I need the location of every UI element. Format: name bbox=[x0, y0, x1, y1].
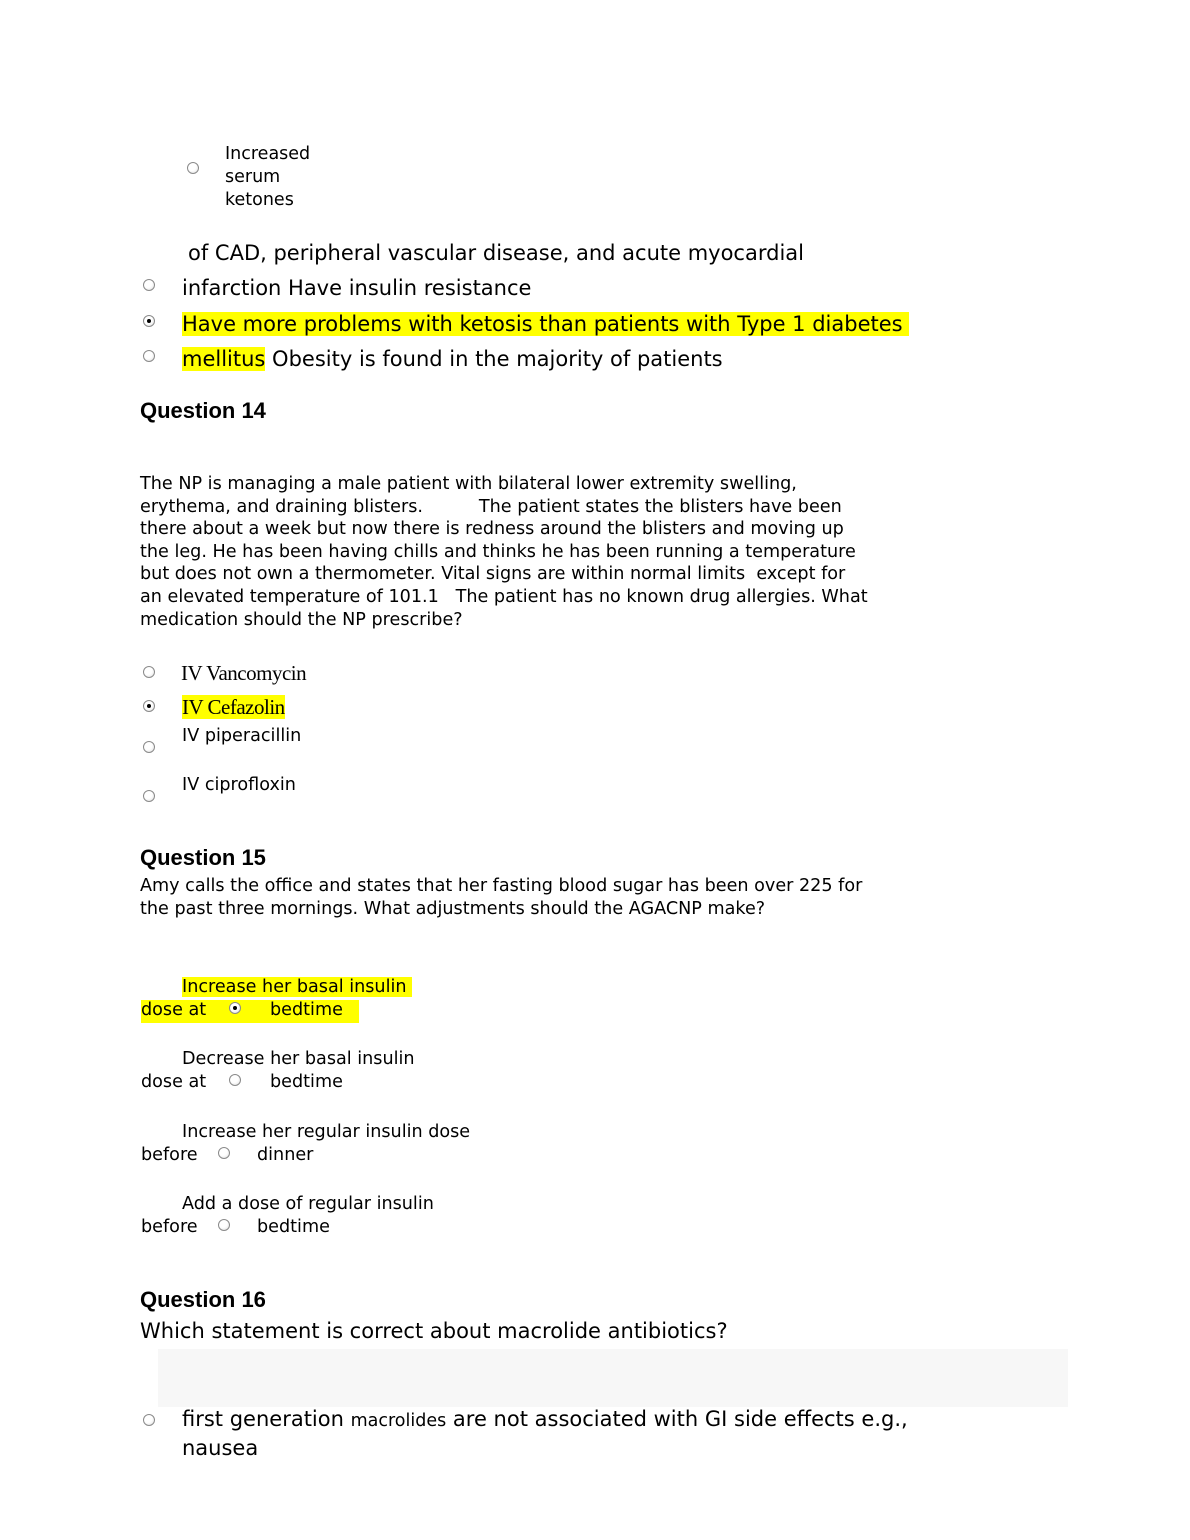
stem-line: the leg. He has been having chills and thinks he has been running a temperature bbox=[140, 541, 856, 562]
stem-line: the past three mornings. What adjustments should the AGACNP make? bbox=[140, 898, 766, 919]
option-label: IV piperacillin bbox=[182, 726, 302, 746]
option-text: nausea bbox=[182, 1436, 259, 1460]
highlighted-answer: IV Cefazolin bbox=[182, 695, 285, 719]
question-heading: Question 15 bbox=[140, 845, 266, 870]
option-label bbox=[182, 695, 285, 720]
stem-line: an elevated temperature of 101.1 The patient has no known drug allergies. What bbox=[140, 586, 868, 607]
radio-option[interactable] bbox=[229, 1074, 241, 1086]
q13-line-4-rest: Obesity is found in the majority of patients bbox=[265, 347, 723, 371]
option-text: are not associated with GI side effects e.g., bbox=[446, 1407, 908, 1431]
stem-line: there about a week but now there is redness around the blisters and moving up bbox=[140, 519, 844, 540]
option-line: serum bbox=[225, 167, 281, 187]
q13-line-4 bbox=[182, 341, 723, 377]
option-line-1: Add a dose of regular insulin bbox=[182, 1194, 434, 1214]
option-post: bedtime bbox=[270, 1000, 343, 1020]
option-label: IV ciprofloxin bbox=[182, 775, 296, 795]
option-post: bedtime bbox=[270, 1072, 343, 1092]
radio-option-selected[interactable] bbox=[229, 1002, 241, 1014]
question-stem bbox=[140, 875, 1040, 920]
option-post: bedtime bbox=[257, 1217, 330, 1237]
option-pre: before bbox=[141, 1217, 198, 1237]
option-pre: dose at bbox=[141, 1072, 207, 1092]
option-line-1 bbox=[182, 977, 412, 997]
option-line-1: Decrease her basal insulin bbox=[182, 1049, 415, 1069]
radio-option[interactable] bbox=[143, 666, 155, 678]
radio-option[interactable] bbox=[187, 162, 199, 174]
radio-option[interactable] bbox=[143, 1414, 155, 1426]
radio-option[interactable] bbox=[143, 350, 155, 362]
radio-option[interactable] bbox=[218, 1219, 230, 1231]
highlighted-answer: Have more problems with ketosis than patients with Type 1 diabetes bbox=[182, 312, 903, 336]
radio-option[interactable] bbox=[218, 1147, 230, 1159]
q13-line-1: of CAD, peripheral vascular disease, and acute myocardial bbox=[188, 241, 804, 265]
option-text-small: macrolides bbox=[350, 1411, 447, 1431]
radio-option[interactable] bbox=[143, 741, 155, 753]
option-pre: before bbox=[141, 1145, 198, 1165]
option-pre: dose at bbox=[141, 1000, 207, 1020]
option-label: IV Vancomycin bbox=[181, 661, 307, 685]
option-label bbox=[182, 1406, 1062, 1462]
option-line: Increased bbox=[225, 144, 311, 164]
option-text: first generation bbox=[182, 1407, 351, 1431]
question-heading: Question 14 bbox=[140, 398, 266, 423]
stem-line: but does not own a thermometer. Vital signs are within normal limits except for bbox=[140, 564, 846, 585]
q13-line-3 bbox=[182, 306, 909, 342]
option-line: ketones bbox=[225, 190, 294, 210]
stem-line: medication should the NP prescribe? bbox=[140, 609, 463, 630]
option-line-1: Increase her regular insulin dose bbox=[182, 1122, 471, 1142]
highlighted-answer: mellitus bbox=[182, 347, 266, 371]
option-line-2 bbox=[141, 1000, 359, 1023]
stem-line: Amy calls the office and states that her fasting blood sugar has been over 225 for bbox=[140, 876, 863, 896]
question-heading: Question 16 bbox=[140, 1287, 266, 1312]
radio-option[interactable] bbox=[143, 279, 155, 291]
q13-line-2: infarction Have insulin resistance bbox=[182, 276, 532, 300]
stem-line: erythema, and draining blisters. The patient states the blisters have been bbox=[140, 496, 842, 517]
radio-option[interactable] bbox=[143, 790, 155, 802]
question-stem: Which statement is correct about macrolide antibiotics? bbox=[140, 1319, 728, 1343]
radio-option-selected[interactable] bbox=[143, 700, 155, 712]
stem-line: The NP is managing a male patient with bilateral lower extremity swelling, bbox=[140, 474, 797, 494]
answer-area bbox=[158, 1349, 1068, 1407]
question-stem bbox=[140, 473, 1040, 631]
option-post: dinner bbox=[257, 1145, 314, 1165]
radio-option-selected[interactable] bbox=[143, 315, 155, 327]
option-label bbox=[225, 143, 310, 212]
highlighted-answer: Increase her basal insulin bbox=[182, 977, 413, 997]
